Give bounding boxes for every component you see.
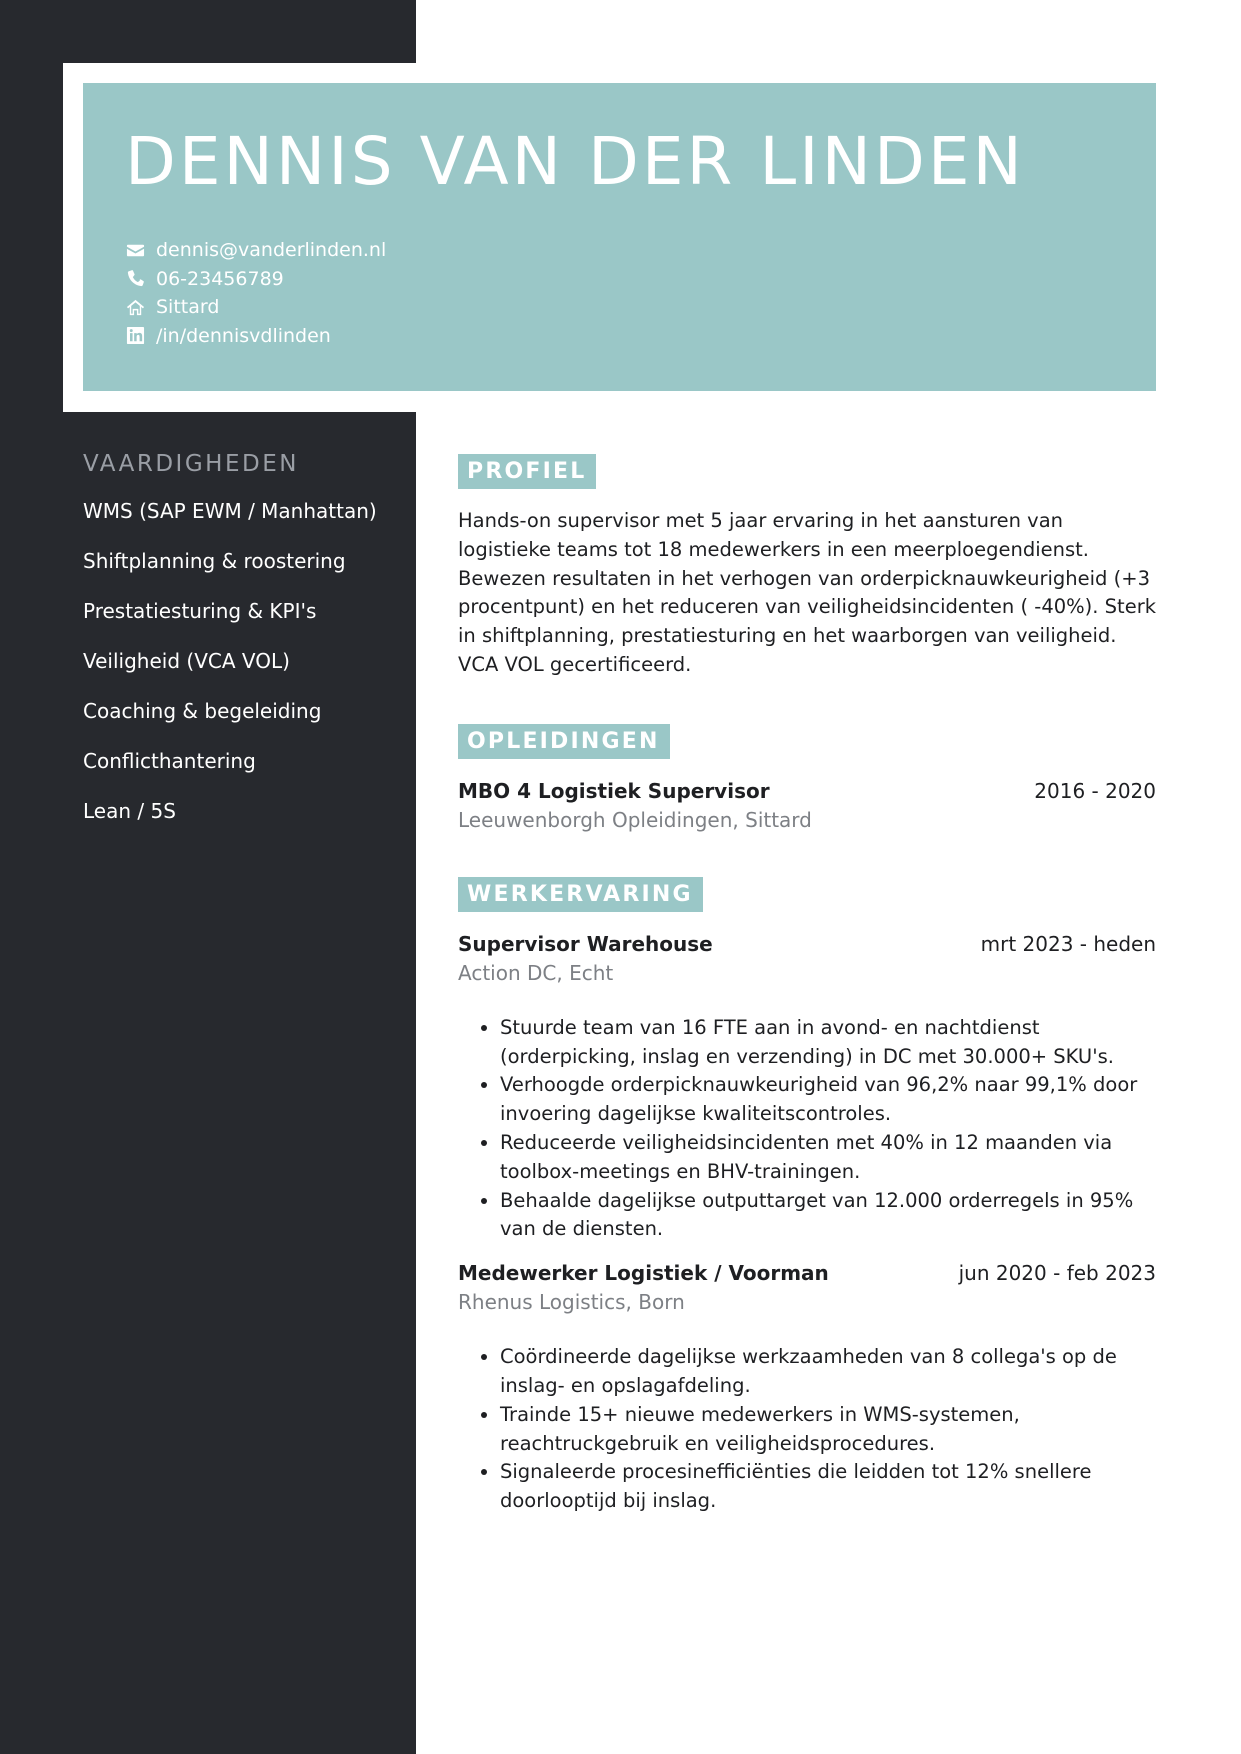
- contact-email: [125, 236, 386, 265]
- contact-phone: [125, 265, 386, 294]
- phone-icon: [125, 269, 145, 289]
- skills-list: [83, 497, 383, 826]
- contact-list: [125, 236, 386, 350]
- job-row: [458, 930, 1156, 959]
- profile-section: [458, 454, 1156, 680]
- contact-linkedin-text[interactable]: /in/dennisvdlinden: [156, 324, 331, 347]
- job-bullet: • Stuurde team van 16 FTE aan in avond- en nachtdienst (orderpicking, inslag en verzending) in DC met 30.000+ SKU's.: [500, 1014, 1156, 1072]
- home-icon: [125, 297, 145, 317]
- job-bullet: • Behaalde dagelijkse outputtarget van 12.000 orderregels in 95% van de diensten.: [500, 1187, 1156, 1245]
- job-bullet: • Coördineerde dagelijkse werkzaamheden van 8 collega's op de inslag- en opslagafdeling.: [500, 1343, 1156, 1401]
- job-bullet: • Trainde 15+ nieuwe medewerkers in WMS-systemen, reachtruckgebruik en veiligheidsprocedures.: [500, 1401, 1156, 1459]
- contact-email-text[interactable]: dennis@vanderlinden.nl: [156, 239, 387, 262]
- education-row: [458, 777, 1156, 806]
- job-title: Supervisor Warehouse: [458, 931, 713, 956]
- contact-linkedin: [125, 322, 386, 351]
- job-date: mrt 2023 - heden: [980, 931, 1156, 956]
- education-entry: [458, 777, 1156, 835]
- job-bullets: [458, 1343, 1156, 1516]
- job-bullet: • Verhoogde orderpicknauwkeurigheid van 96,2% naar 99,1% door invoering dagelijkse kwaliteitscontroles.: [500, 1071, 1156, 1129]
- skill-item: Conflicthantering: [83, 748, 256, 773]
- job-title: Medewerker Logistiek / Voorman: [458, 1261, 829, 1286]
- skill-item: Shiftplanning & roostering: [83, 548, 346, 573]
- linkedin-icon: [125, 326, 145, 346]
- job-bullet: • Signaleerde procesinefficiënties die leidden tot 12% snellere doorlooptijd bij inslag.: [500, 1458, 1156, 1516]
- candidate-name: DENNIS VAN DER LINDEN: [125, 123, 1025, 200]
- profile-heading: PROFIEL: [458, 454, 596, 489]
- skill-item: Lean / 5S: [83, 798, 176, 823]
- job-entry: [458, 930, 1156, 1244]
- header: [83, 83, 1156, 391]
- education-date: 2016 - 2020: [1034, 778, 1156, 803]
- job-date: jun 2020 - feb 2023: [958, 1261, 1156, 1286]
- job-company: Action DC, Echt: [458, 960, 614, 985]
- education-section: [458, 724, 1156, 835]
- skills-section: [83, 451, 383, 847]
- envelope-icon: [125, 240, 145, 260]
- education-heading: OPLEIDINGEN: [458, 724, 670, 759]
- main-content: [458, 454, 1156, 1516]
- experience-section: [458, 877, 1156, 1516]
- contact-phone-text[interactable]: 06-23456789: [156, 267, 284, 290]
- job-bullet: • Reduceerde veiligheidsincidenten met 40% in 12 maanden via toolbox-meetings en BHV-trainingen.: [500, 1129, 1156, 1187]
- experience-heading: WERKERVARING: [458, 877, 703, 912]
- job-company: Rhenus Logistics, Born: [458, 1290, 685, 1315]
- job-row: [458, 1259, 1156, 1288]
- profile-text: Hands-on supervisor met 5 jaar ervaring in het aansturen van logistieke teams tot 18 medewerkers in een meerploegendienst. Bewezen resultaten in het verhogen van orderpicknauwkeurigheid (+3 procentpunt) en het reduceren van veiligheidsincidenten ( -40%). Sterk in shiftplanning, prestatiesturing en het waarborgen van veiligheid. VCA VOL gecertificeerd.: [458, 509, 1157, 676]
- contact-location-text: Sittard: [156, 296, 220, 319]
- job-bullets: [458, 1014, 1156, 1244]
- skill-item: WMS (SAP EWM / Manhattan): [83, 498, 377, 523]
- skill-item: Prestatiesturing & KPI's: [83, 598, 317, 623]
- skills-heading: VAARDIGHEDEN: [83, 451, 299, 477]
- skill-item: Veiligheid (VCA VOL): [83, 648, 290, 673]
- education-institution: Leeuwenborgh Opleidingen, Sittard: [458, 807, 812, 832]
- contact-location: [125, 293, 386, 322]
- skill-item: Coaching & begeleiding: [83, 698, 322, 723]
- education-title: MBO 4 Logistiek Supervisor: [458, 778, 770, 803]
- job-entry: [458, 1259, 1156, 1516]
